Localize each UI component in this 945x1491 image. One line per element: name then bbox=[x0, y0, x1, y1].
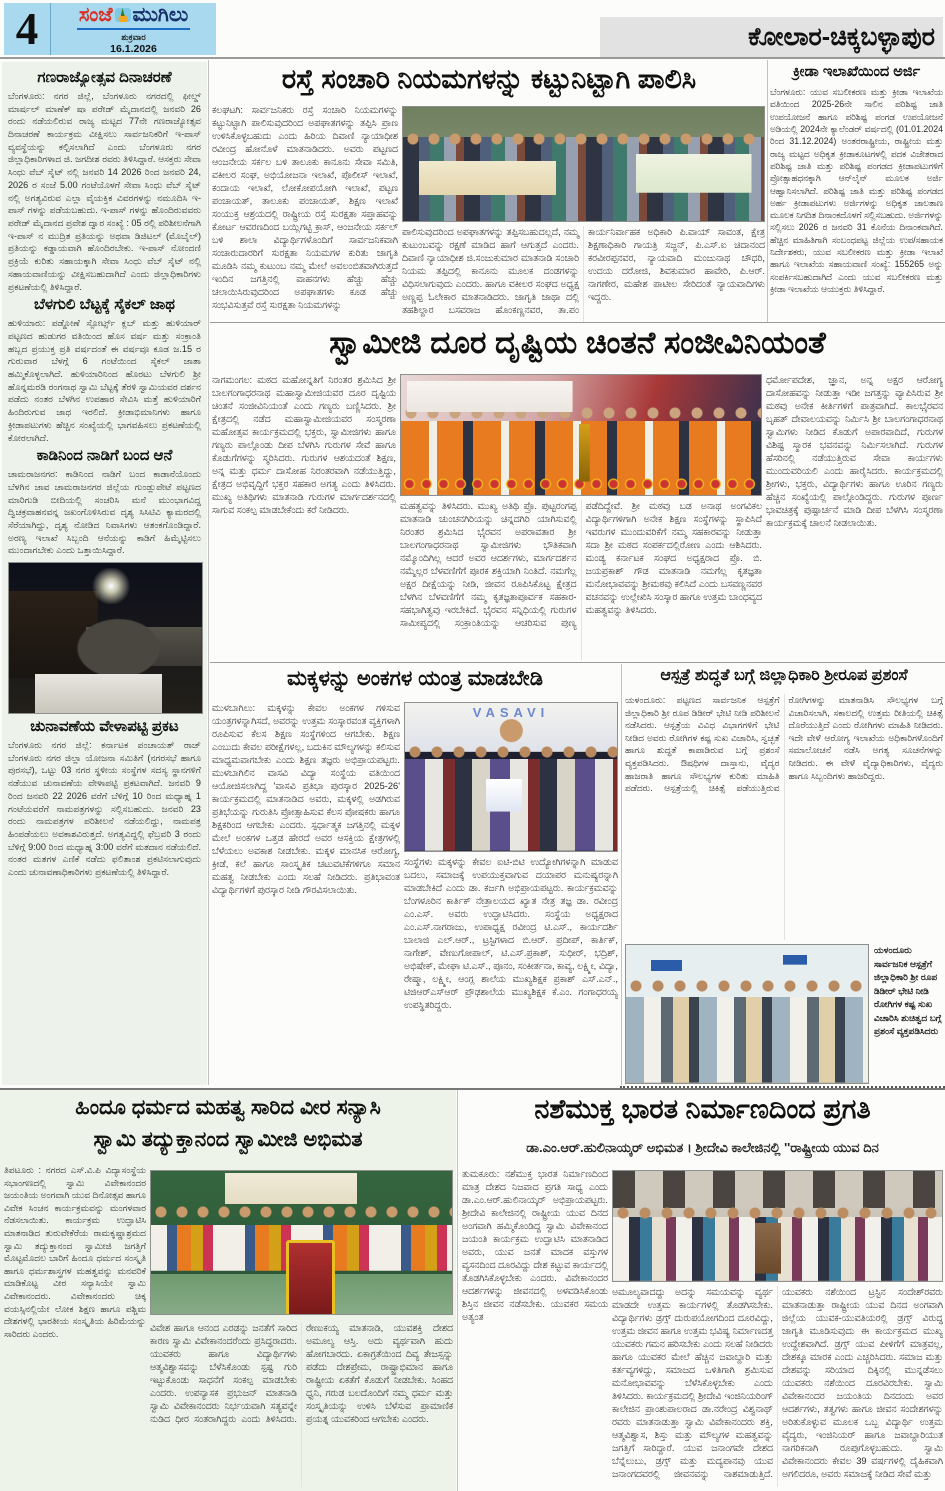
article-body-part: ಪಾಲಿಸುವುದರಿಂದ ಅಪಘಾತಗಳನ್ನು ತಪ್ಪಿಸಬಹುದಲ್ಲದೆ, ನಮ್ಮ ಕುಟುಂಬವನ್ನು ರಕ್ಷಣೆ ಮಾಡಿದ ಹಾಗೆ ಆಗುತ್ತದೆ ಎಂದರು. ದಿವಾಣಿ ನ್ಯಾಯಾಧೀಶ ಜಿ.ಸಂಜುಕುಮಾರ ಮಾತನಾಡಿ ಸಂಚಾರಿ ನಿಯಮ ತಪ್ಪಿದಲ್ಲಿ ಕಾನೂನು ಮೂಲಕ ದಂಡಗಳನ್ನು ವಿಧಿಸಲಾಗುವುದು ಎಂದರು. ಹಾಗೂ ವಕೀಲರ ಸಂಘದ ಅಧ್ಯಕ್ಷ ಅಣ್ಣಪ್ಪ ಓಲೇಕಾರ ಮಾತನಾಡಿದರು. bbox=[402, 227, 579, 303]
night-cctv-elephant-photo bbox=[8, 562, 203, 714]
traffic-awareness-rally-photo bbox=[402, 106, 765, 222]
column-divider bbox=[457, 1090, 458, 1491]
section-rule bbox=[210, 322, 945, 323]
article-body: ಕಲಘಟಗಿ: ಸಾರ್ವಜನಿಕರು ರಸ್ತೆ ಸಂಚಾರಿ ನಿಯಮಗಳನ್ನು ಕಟ್ಟುನಿಟ್ಟಾಗಿ ಪಾಲಿಸುವುದರಿಂದ ಅಪಘಾತಗಳನ್ನು ತಪ್ಪಿಸಿ ಪ್ರಾಣ ಉಳಿಸಿಕೊಳ್ಳಬಹುದು ಎಂದು ಹಿರಿಯ ದಿವಾಣಿ ನ್ಯಾಯಾಧೀಶ ರವೀಂದ್ರ ಹೋನೊಳೆ ಮಾತನಾಡಿದರು. ಅವರು ಪಟ್ಟಣದ ಆಂಜನೇಯ ಸರ್ಕಲ ಬಳಿ ತಾಲೂಕು ಕಾನೂನು ಸೇವಾ ಸಮಿತಿ, ವಕೀಲರ ಸಂಘ, ಅಭಿಯೋಜನಾ ಇಲಾಖೆ, ಪೊಲೀಸ್ ಇಲಾಖೆ, ಕಂದಾಯ ಇಲಾಖೆ, ಲೋಕೋಪಯೋಗಿ ಇಲಾಖೆ, ಪಟ್ಟಣ ಪಂಚಾಯತ್, ತಾಲೂಕು ಪಂಚಾಯತ್, ಶಿಕ್ಷಣ ಇಲಾಖೆ ಸಂಯುಕ್ತ ಆಶ್ರಯದಲ್ಲಿ ರಾಷ್ಟ್ರೀಯ ರಸ್ತೆ ಸುರಕ್ಷತಾ ಸಪ್ತಾಹವನ್ನು ಕೋರ್ಟ ಆವರಣದಿಂದ ಬಯ್ಲಿಗಟ್ಟಿ ಕ್ರಾಸ್, ಆಂಜನೇಯ ಸರ್ಕಲ್ ಬಳಿ ಶಾಲಾ ವಿದ್ಯಾರ್ಥಿಗಳೊಂದಿಗೆ ಸಾರ್ವಜನಿಕವಾಗಿ ಸಂಚಾರುದಾರರಿಗೆ ಸುರಕ್ಷತಾ ನಿಯಮಗಳ ಕುರಿತು ಜಾಗೃತಿ ಮೂಡಿಸಿ ನಮ್ಮ ಕುಟುಂಬ ನಮ್ಮ ಮೇಲೆ ಅವಲಂಬಿತವಾಗಿರುತ್ತದೆ ಇಂದಿನ ಜಗತ್ತಿನಲ್ಲಿ ವಾಹನಗಳು ಹೆಚ್ಚು ಹೆಚ್ಚು ಚಲಾಯಿಸಿರುವುದರಿಂದ ಅಪಘಾತಗಳು ಕೂಡ ಹೆಚ್ಚು ಸಂಭವಿಸುತ್ತವೆ ರಸ್ತೆ ಸುರಕ್ಷತಾ ನಿಯಮಗಳನ್ನು bbox=[212, 105, 398, 311]
article-body: ಬೆಂಗಳೂರು: ನಗರ ಜಿಲ್ಲೆ, ಬೆಂಗಳೂರು ನಗರದಲ್ಲಿ ಫೀಲ್ಡ್ ಮಾರ್ಷಲ್ ಮಾಣೆಕ್ ಷಾ ಪರೇಡ್ ಮೈದಾನದಲ್ಲಿ ಜನವರಿ 26 ರಂದು ನಡೆಯಲಿರುವ ರಾಜ್ಯ ಮಟ್ಟದ 77ನೇ ಗಣರಾಜ್ಯೋತ್ಸವ ದಿನಾಚರಣೆ ಕಾರ್ಯಕ್ರಮ ವೀಕ್ಷಿಸಲು ಸಾರ್ವಜನಿಕರಿಗೆ ಇ-ಪಾಸ್ ವ್ಯವಸ್ಥೆಯನ್ನು ಕಲ್ಪಿಸಲಾಗಿದೆ ಎಂದು ಬೆಂಗಳೂರು ನಗರ ಜಿಲ್ಲಾಧಿಕಾರಿಗಳಾದ ಜಿ. ಜಗದೀಶ ರವರು ತಿಳಿಸಿದ್ದಾರೆ. ಆಸಕ್ತರು ಸೇವಾ ಸಿಂಧು ವೆಬ್ ಸೈಟ್ ನಲ್ಲಿ ಜನವರಿ 14 2026 ರಿಂದ ಜನವರಿ 24, 2026 ರ ಸಂಜೆ 5.00 ಗಂಟೆಯೊಳಗೆ ಸೇವಾ ಸಿಂಧು ವೆಬ್ ಸೈಟ್ ನಲ್ಲಿ ಅಗತ್ಯವಿರುವ ಎಲ್ಲಾ ವೈಯಕ್ತಿಕ ವಿವರಗಳನ್ನು ನಮೂದಿಸಿ ಇ-ಪಾಸ್ ಗಳನ್ನು ಪಡೆಯಬಹುದು. ಇ-ಪಾಸ್ ಗಳನ್ನು ಹೊಂದಿರುವವರು ಪರೇಡ್ ಮೈದಾನದ ಪ್ರವೇಶ ದ್ವಾರ ಸಂಖ್ಯೆ : 05 ರಲ್ಲಿ ಪರಿಶೀಲನೆಗಾಗಿ ಇ-ಪಾಸ್ ನ ಮುದ್ರಿತ ಪ್ರತಿಯನ್ನು ಅಥವಾ ಡಿಜಿಟಲ್ (ಮೊಬೈಲ್) ಪ್ರತಿಯನ್ನು ಕಡ್ಡಾಯವಾಗಿ ಹೊಂದಿರಬೇಕು. ಇ-ಪಾಸ್ ನೋಂದಣಿ ಪ್ರಕ್ರಿಯೆ ಕುರಿತು ಸಹಾಯಕ್ಕಾಗಿ ಸೇವಾ ಸಿಂಧು ವೆಬ್ ಸೈಟ್ ನಲ್ಲಿ ಸಹಾಯವಾಣಿಯನ್ನು ವೀಕ್ಷಿಸಬಹುದಾಗಿದೆ ಎಂದು ಜಿಲ್ಲಾಧಿಕಾರಿಗಳು ಪ್ರಕಟಣೆಯಲ್ಲಿ ತಿಳಿಸಿದ್ದಾರೆ. bbox=[8, 90, 201, 292]
left-column bbox=[2, 62, 207, 1085]
article-body-part: ವಿವೇಶ ಹಾಗೂ ಆನಂದ ಎರಡನ್ನು ಜನತೆಗೆ ಸಾರಿದ ಕಾರಣ ಸ್ವಾಮಿ ವಿವೇಕಾನಂದರೆಂದು ಪ್ರಸಿದ್ಧರಾದರು. ಯುವಕರು ಹಾಗೂ ವಿದ್ಯಾರ್ಥಿಗಳು ಆತ್ಮವಿಶ್ವಾಸವನ್ನು ಬೆಳೆಸಿಕೊಂಡು ಸ್ಪಷ್ಟ ಗುರಿ ಇಟ್ಟುಕೊಂಡು ಸಾಧನೆಗೆ ಸಂಕಲ್ಪ ಮಾಡಬೇಕು ಎಂದರು. ಉಪನ್ಯಾಸಕ ಪ್ರಭುಜನ್ ಮಾತನಾಡಿ ಸ್ವಾಮಿ ವಿವೇಕಾನಂದರು ನಿರ್ಭಯವಾಗಿ ಸತ್ಯವನ್ನೇ ನುಡಿದ ಧೀರ ಸಂತರಾಗಿದ್ದರು ಎಂದು ತಿಳಿಸಿದರು. bbox=[150, 1323, 297, 1425]
article-body bbox=[612, 1286, 943, 1487]
article-body: ಬೆಂಗಳೂರು ನಗರ ಜಿಲ್ಲೆ: ಕರ್ನಾಟಕ ಪಂಚಾಯತ್ ರಾಜ್ ಬೆಂಗಳೂರು ನಗರ ಜಿಲ್ಲಾ ಯೋಜನಾ ಸಮಿತಿಗೆ (ನಗರಸಭೆ ಹಾಗೂ ಪುರಸಭೆ), ಒಟ್ಟು 03 ನಗರ ಸ್ಥಳೀಯ ಸಂಸ್ಥೆಗಳ ಸದಸ್ಯ ಸ್ಥಾನಗಳಿಗೆ ನಡೆಯುವ ಚುನಾವಣೆಯ ವೇಳಾಪಟ್ಟಿ ಪ್ರಕಟವಾಗಿದೆ. ಜನವರಿ 9 ರಿಂದ ಜನವರಿ 22 2026 ವರೆಗೆ ಬೆಳಿಗ್ಗೆ 10 ರಿಂದ ಮಧ್ಯಾಹ್ನ 1 ಗಂಟೆಯವರೆಗೆ ನಾಮಪತ್ರಗಳನ್ನು ಸಲ್ಲಿಸಬಹುದು. ಜನವರಿ 23 ರಂದು ನಾಮಪತ್ರಗಳ ಪರಿಶೀಲನೆ ನಡೆಯಲಿದ್ದು, ನಾಮಪತ್ರ ಹಿಂಪಡೆಯಲು ಅವಕಾಶವಿರುತ್ತದೆ. ಅಗತ್ಯವಿದ್ದಲ್ಲಿ ಫೆಬ್ರವರಿ 3 ರಂದು ಬೆಳಿಗ್ಗೆ 9:00 ರಿಂದ ಮಧ್ಯಾಹ್ನ 3:00 ವರೆಗೆ ಮತದಾನ ನಡೆಯಲಿದೆ. ನಂತರ ಮತಗಳ ಎಣಿಕೆ ನಡೆದು ಫಲಿತಾಂಶ ಪ್ರಕಟಿಸಲಾಗುವುದು ಎಂದು ಚುನಾವಣಾಧಿಕಾರಿಗಳು ಪ್ರಕಟಣೆಯಲ್ಲಿ ತಿಳಿಸಿದ್ದಾರೆ. bbox=[8, 739, 201, 878]
headline-children: ಮಕ್ಕಳನ್ನು ಅಂಕಗಳ ಯಂತ್ರ ಮಾಡಬೇಡಿ bbox=[287, 667, 543, 690]
section-rule bbox=[210, 662, 945, 663]
subheadline-drugfree: ಡಾ.ಎಂ.ಆರ್.ಹುಲಿನಾಯ್ಕರ್ ಅಭಿಮತ । ಶ್ರೀದೇವಿ ಕಾಲೇಜಿನಲ್ಲಿ ''ರಾಷ್ಟ್ರೀಯ ಯುವ ದಿನ bbox=[526, 1140, 879, 1155]
date-label: 16.1.2026 bbox=[110, 42, 157, 55]
headline-swamiji: ಸ್ವಾಮೀಜಿ ದೂರ ದೃಷ್ಟಿಯ ಚಿಂತನೆ ಸಂಜೀವಿನಿಯಂತೆ bbox=[329, 326, 826, 360]
paper-title-part2: ಮುಗಿಲು bbox=[132, 3, 189, 26]
vasavi-award-presentation-photo bbox=[404, 702, 618, 852]
headline-vivekananda-line2: ಸ್ವಾಮಿ ತದ್ಯುಕ್ತಾನಂದ ಸ್ವಾಮೀಜಿ ಅಭಿಮತ bbox=[93, 1128, 363, 1151]
edition-region-label: ಕೋಲಾರ-ಚಿಕ್ಕಬಳ್ಳಾಪುರ bbox=[600, 17, 943, 57]
article-body bbox=[402, 226, 765, 322]
headline-sports: ಕ್ರೀಡಾ ಇಲಾಖೆಯಿಂದ ಅರ್ಜಿ bbox=[792, 64, 921, 80]
headline-hospital: ಆಸ್ಪತ್ರೆ ಶುದ್ಧತೆ ಬಗ್ಗೆ ಜಿಲ್ಲಾಧಿಕಾರಿ ಶ್ರೀರೂಪ ಪ್ರಶಂಸೆ bbox=[660, 667, 908, 684]
header-rule bbox=[0, 57, 945, 59]
masthead bbox=[4, 3, 216, 55]
headline-drugfree: ನಶೆಮುಕ್ತ ಭಾರತ ನಿರ್ಮಾಣದಿಂದ ಪ್ರಗತಿ bbox=[534, 1094, 871, 1124]
masthead-title-block bbox=[51, 3, 216, 55]
headline-cycle-jatha: ಬೆಳಗುಲಿ ಬೆಟ್ಟಕ್ಕೆ ಸೈಕಲ್ ಜಾಥ bbox=[34, 297, 175, 314]
article-body: ನಾಗಮಂಗಲ: ಮಠದ ಮಹೋನ್ನತಿಗೆ ನಿರಂತರ ಶ್ರಮಿಸಿದ ಶ್ರೀ ಬಾಲಗಂಗಾಧರನಾಥ ಮಹಾಸ್ವಾಮೀಜಿಯವರ ದೂರ ದೃಷ್ಟಿಯ ಚಿಂತನೆ ಸಂಜೀವಿನಿಯಂತೆ ಎಂದು ಗಣ್ಯರು ಬಣ್ಣಿಸಿದರು. ಶ್ರೀ ಕ್ಷೇತ್ರದಲ್ಲಿ ನಡೆದ ಮಹಾಸ್ವಾಮೀಜಿಯವರ ಸಂಸ್ಮರಣಾ ಮಹೋತ್ಸವ ಕಾರ್ಯಕ್ರಮದಲ್ಲಿ ಭಕ್ತರು, ಸ್ವಾಮೀಜಿಗಳು ಹಾಗೂ ಗಣ್ಯರು ಪಾಲ್ಗೊಂಡು ದೀಪ ಬೆಳಗಿಸಿ ಗುರುಗಳ ಸೇವೆ ಹಾಗೂ ಕೊಡುಗೆಗಳನ್ನು ಸ್ಮರಿಸಿದರು. ಗುರುಗಳ ಆಶಯದಂತೆ ಶಿಕ್ಷಣ, ಅನ್ನ ಮತ್ತು ಧರ್ಮ ದಾಸೋಹ ನಿರಂತರವಾಗಿ ನಡೆಯುತ್ತಿದ್ದು, ಕ್ಷೇತ್ರದ ಅಭಿವೃದ್ಧಿಗೆ ಭಕ್ತರ ಸಹಕಾರ ಅಗತ್ಯ ಎಂದು ತಿಳಿಸಿದರು. ಮುಖ್ಯ ಅತಿಥಿಗಳು ಮಾತನಾಡಿ ಗುರುಗಳ ಮಾರ್ಗದರ್ಶನದಲ್ಲಿ ಸಾಗುವ ಸಂಕಲ್ಪ ಮಾಡಬೇಕೆಂದು ಕರೆ ನೀಡಿದರು. bbox=[212, 375, 396, 516]
article-body: ಮುಳಬಾಗಿಲು: ಮಕ್ಕಳನ್ನು ಕೇವಲ ಅಂಕಗಳ ಗಳಿಸುವ ಯಂತ್ರಗಳನ್ನಾಗಿಸದೆ, ಅವರನ್ನು ಉತ್ತಮ ಸಂಸ್ಕಾರವಂತ ವ್ಯಕ್ತಿಗಳಾಗಿ ರೂಪಿಸುವ ಕೆಲಸ ಶಿಕ್ಷಣ ಸಂಸ್ಥೆಗಳಿಂದ ಆಗಬೇಕು. ಶಿಕ್ಷಣ ಎಂಬುದು ಕೇವಲ ಪರೀಕ್ಷೆಗಳಲ್ಲ, ಬದುಕಿನ ಮೌಲ್ಯಗಳನ್ನು ಕಲಿಸುವ ಮಾಧ್ಯಮವಾಗಬೇಕು ಎಂದು ಶಿಕ್ಷಣ ತಜ್ಞರು ಅಭಿಪ್ರಾಯಪಟ್ಟರು. ಮುಳಬಾಗಿಲಿನ ವಾಸವಿ ವಿದ್ಯಾ ಸಂಸ್ಥೆಯ ವತಿಯಿಂದ ಆಯೋಜಿಸಲಾಗಿದ್ದ 'ವಾಸವಿ ಪ್ರತಿಭಾ ಪುರಸ್ಕಾರ 2025-26' ಕಾರ್ಯಕ್ರಮದಲ್ಲಿ ಮಾತನಾಡಿದ ಅವರು, ಮಕ್ಕಳಲ್ಲಿ ಅಡಗಿರುವ ಪ್ರತಿಭೆಯನ್ನು ಗುರುತಿಸಿ ಪ್ರೋತ್ಸಾಹಿಸುವ ಕೆಲಸ ಪೋಷಕರು ಹಾಗೂ ಶಿಕ್ಷಕರಿಂದ ಆಗಬೇಕು ಎಂದರು. ಸ್ಪರ್ಧಾತ್ಮಕ ಜಗತ್ತಿನಲ್ಲಿ ಮಕ್ಕಳ ಮೇಲೆ ಅಂಕಗಳ ಒತ್ತಡ ಹೇರದೆ ಅವರ ಆಸಕ್ತಿಯ ಕ್ಷೇತ್ರಗಳಲ್ಲಿ ಬೆಳೆಯಲು ಅವಕಾಶ ನೀಡಬೇಕು. ಮಕ್ಕಳ ಮಾನಸಿಕ ಆರೋಗ್ಯ, ಕ್ರೀಡೆ, ಕಲೆ ಹಾಗೂ ಸಾಂಸ್ಕೃತಿಕ ಚಟುವಟಿಕೆಗಳಿಗೂ ಸಮಾನ ಮಹತ್ವ ನೀಡಬೇಕು ಎಂದು ಸಲಹೆ ನೀಡಿದರು. ಪ್ರತಿಭಾವಂತ ವಿದ್ಯಾರ್ಥಿಗಳಿಗೆ ಪುರಸ್ಕಾರ ನೀಡಿ ಗೌರವಿಸಲಾಯಿತು. bbox=[212, 703, 400, 896]
vivekananda-portrait-stage-photo bbox=[150, 1170, 453, 1315]
article-body: ತಿಪಟೂರು : ನಗರದ ಎಸ್.ವಿ.ಪಿ ವಿದ್ಯಾಸಂಸ್ಥೆಯ ಸಭಾಂಗಣದಲ್ಲಿ ಸ್ವಾಮಿ ವಿವೇಕಾನಂದರ ಜಯಂತಿಯ ಅಂಗವಾಗಿ ಯುವ ದಿನೋತ್ಸವ ಹಾಗೂ ವಿವೇಕ ಸಿಂಚನ ಕಾರ್ಯಕ್ರಮವನ್ನು ಮಂಗಳವಾರ ನೆಡಸಲಾಯಿತು. ಕಾರ್ಯಕ್ರಮ ಉದ್ಘಾಟಿಸಿ ಮಾತನಾಡಿದ ತುರುವೇಕೆರೆಯ ರಾಮಕೃಷ್ಣಾಶ್ರಮದ ಸ್ವಾಮಿ ತದ್ಯುಕ್ತಾನಂದ ಸ್ವಾಮೀಜಿ ಜಗತ್ತಿಗೆ ಮೊಟ್ಟಮೊದಲ ಬಾರಿಗೆ ಹಿಂದೂ ಧರ್ಮದ ಸಂಸ್ಕೃತಿ ಹಾಗೂ ಧರ್ಮಶಾಸ್ತ್ರಗಳ ಮಹತ್ವವನ್ನು ಮನವರಿಕೆ ಮಾಡಿಕೊಟ್ಟ ವೀರ ಸನ್ಯಾಸಿಯೇ ಸ್ವಾಮಿ ವಿವೇಕಾನಂದರು. ವಿವೇಕಾನಂದರು ಚಿಕ್ಕ ವಯಸ್ಸಿನಲ್ಲಿಯೇ ಲೋಕ ಶಿಕ್ಷಣ ಹಾಗೂ ಪಶ್ಚಿಮ ದೇಶಗಳಲ್ಲಿ ಭಾರತೀಯ ಸಂಸ್ಕೃತಿಯ ಹಿರಿಮೆಯನ್ನು ಸಾರಿದರು ಎಂದರು. bbox=[4, 1165, 146, 1339]
column-divider bbox=[208, 60, 209, 1085]
article-body: ಧರ್ಮೋಪದೇಶ, ಜ್ಞಾನ, ಅನ್ನ ಅಕ್ಷರ ಆರೋಗ್ಯ ದಾಸೋಹವನ್ನು ನೀಡುತ್ತಾ ಇಡೀ ಜಗತ್ತನ್ನು ವ್ಯಾಪಿಸಿರುವ ಶ್ರೀ ಮಠವು ಅನೇಕ ಕೀರ್ತಿಗಳಿಗೆ ಪಾತ್ರವಾಗಿದೆ. ಕಾಲಭೈರವನ ಬೃಹತ್ ದೇವಾಲಯವನ್ನು ನಿರ್ಮಿಸಿ ಶ್ರೀ ಬಾಲಗಂಗಾಧರನಾಥ ಸ್ವಾಮಿಗಳು ನೀಡಿದ ಕೊಡುಗೆ ಅಪಾರವಾದಿದೆ, ಗುರುಗಳ ವಿಶಿಷ್ಟ ಸ್ಮಾರಕ ಭವನವನ್ನು ನಿರ್ಮಿಸಲಾಗಿದೆ. ಗುರುಗಳ ಹೆಸರಿನಲ್ಲಿ ನಡೆಯುತ್ತಿರುವ ಸೇವಾ ಕಾರ್ಯಗಳು ಮುಂದುವರಿಯಲಿ ಎಂದು ಹಾರೈಸಿದರು. ಕಾರ್ಯಕ್ರಮದಲ್ಲಿ ಶ್ರೀಗಳು, ಭಕ್ತರು, ವಿದ್ಯಾರ್ಥಿಗಳು ಹಾಗೂ ಊರಿನ ಗಣ್ಯರು ಹೆಚ್ಚಿನ ಸಂಖ್ಯೆಯಲ್ಲಿ ಪಾಲ್ಗೊಂಡಿದ್ದರು. ಗುರುಗಳ ಪೂರ್ಣ ಭಾವಚಿತ್ರಕ್ಕೆ ಪುಷ್ಪಾರ್ಚನೆ ಮಾಡಿ ದೀಪ ಬೆಳಗಿಸಿ ಸಂಸ್ಮರಣಾ ಕಾರ್ಯಕ್ರಮಕ್ಕೆ ಚಾಲನೆ ನೀಡಲಾಯಿತು. bbox=[766, 375, 943, 529]
headline-republic-day: ಗಣರಾಜ್ಯೋತ್ಸವ ದಿನಾಚರಣೆ bbox=[37, 70, 172, 86]
article-body: ತುಮಕೂರು: ನಶೆಮುಕ್ತ ಭಾರತ ನಿರ್ಮಾಣದಿಂದ ಮಾತ್ರ ದೇಶದ ನಿಜವಾದ ಪ್ರಗತಿ ಸಾಧ್ಯ ಎಂದು ಡಾ.ಎಂ.ಆರ್.ಹುಲಿನಾಯ್ಕರ್ ಅಭಿಪ್ರಾಯಪಟ್ಟರು. ಶ್ರೀದೇವಿ ಕಾಲೇಜಿನಲ್ಲಿ ರಾಷ್ಟ್ರೀಯ ಯುವ ದಿನದ ಅಂಗವಾಗಿ ಹಮ್ಮಿಕೊಂಡಿದ್ದ ಸ್ವಾಮಿ ವಿವೇಕಾನಂದ ಜಯಂತಿ ಕಾರ್ಯಕ್ರಮ ಉದ್ಘಾಟಿಸಿ ಮಾತನಾಡಿದ ಅವರು, ಯುವ ಜನತೆ ಮಾದಕ ವಸ್ತುಗಳ ವ್ಯಸನದಿಂದ ದೂರವಿದ್ದು ದೇಶ ಕಟ್ಟುವ ಕಾರ್ಯದಲ್ಲಿ ತೊಡಗಿಸಿಕೊಳ್ಳಬೇಕು ಎಂದರು. ವಿವೇಕಾನಂದರ ಆದರ್ಶಗಳನ್ನು ಜೀವನದಲ್ಲಿ ಅಳವಡಿಸಿಕೊಂಡು ಶಿಸ್ತಿನ ಜೀವನ ನಡೆಸಬೇಕು. ಯುವಕರ ಸಮಯ ಅತ್ಯಂತ bbox=[462, 1169, 608, 1323]
garlanded-portrait bbox=[286, 1240, 334, 1315]
college-youth-day-group-photo bbox=[612, 1170, 943, 1282]
article-body-part: ಜಾಗೃತಿ ಜಾಥಾ ದಲ್ಲಿ ತಹಶಿಲ್ದಾರ ಬಸವರಾಜ ಹೊಂಕಣ್ಣನವರ, ತಾ.ಪಂ ಕಾರ್ಯನಿರ್ವಾಹಕ ಅಧಿಕಾರಿ ಪಿ.ವಾಯ್ ಸಾವಂತ, ಕ್ಷೇತ್ರ ಶಿಕ್ಷಣಾಧಿಕಾರಿ ಗಾಯತ್ರಿ ಸಜ್ಜನ್, ಪಿ.ಎಸ್.ಐ ಚಿದಾನಂದ ಕರವೀರಪ್ಪನವರ, ನ್ಯಾಯವಾದಿ ಮಂಜುನಾಥ ಚೌಧರಿ, ಉದಯ ದರೋಜಿ, ಶಿವಕುಮಾರ ಹಾವೇರಿ, ಪಿ.ಆರ್. ನಾಗಣೇರ, ಮಹೇಶ ಪಾಟೀಲ ಸೇರಿದಂತೆ ನ್ಯಾಯವಾದಿಗಳು ಇದ್ದರು. bbox=[402, 227, 765, 316]
headline-elephant: ಕಾಡಿನಿಂದ ನಾಡಿಗೆ ಬಂದ ಆನೆ bbox=[36, 448, 173, 465]
headline-traffic: ರಸ್ತೆ ಸಂಚಾರಿ ನಿಯಮಗಳನ್ನು ಕಟ್ಟುನಿಟ್ಟಾಗಿ ಪಾಲಿಸಿ bbox=[281, 64, 697, 94]
article-body-part: ಅಮೂಲ್ಯವಾದದ್ದು ಅದನ್ನು ಸಮಯವನ್ನು ವ್ಯರ್ಥ ಮಾಡದೇ ಉತ್ತಮ ಕಾರ್ಯಗಳಲ್ಲಿ ತೊಡಗಿಸಬೇಕು. ವಿದ್ಯಾರ್ಥಿಗಳು ಡ್ರಗ್ಸ್ ದುರುಪಯೋಗದಿಂದ ದೂರವಿದ್ದು, ಉತ್ತಮ ಜೀವನ ಹಾಗೂ ಉತ್ತಮ ಭವಿಷ್ಯ ನಿರ್ಮಾಣದತ್ತ ಯುವಕರು ಗಮನ ಹರಿಸಬೇಕು ಎಂದು ಸಲಹೆ ನೀಡಿದರು ಹಾಗೂ ಯುವಕರ ಮೇಲೆ ಹೆಚ್ಚಿನ ಜವಾಬ್ದಾರಿ ಮತ್ತು ಕರ್ತವ್ಯಗಳಿದ್ದು, ಸಮಾಜದ ಒಳಿತಿಗಾಗಿ ಶ್ರಮಿಸುವ ಮನೋಭಾವವನ್ನು ಬೆಳೆಸಿಕೊಳ್ಳಬೇಕು ಎಂದು ತಿಳಿಸಿದರು. ಕಾರ್ಯಕ್ರಮದಲ್ಲಿ ಶ್ರೀದೇವಿ ಇಂಜಿನಿಯರಿಂಗ್ ಕಾಲೇಜಿನ ಪ್ರಾಂಶುಪಾಲರಾದ ಡಾ.ನರೇಂದ್ರ ವಿಶ್ವನಾಥ್ ರವರು ಮಾತನಾಡುತ್ತಾ ಸ್ವಾಮಿ ವಿವೇಕಾನಂದರು ಶಕ್ತಿ, ಆತ್ಮವಿಶ್ವಾಸ, ಶಿಸ್ತು ಮತ್ತು ಮೌಲ್ಯಗಳ ಮಹತ್ವವನ್ನು ಜಗತ್ತಿಗೆ ಸಾರಿದ್ದಾರೆ. ಯುವ ಜನಾಂಗವೇ ದೇಶದ ಬೆನ್ನೆಲುಬು, ಡ್ರಗ್ಸ್ ಮತ್ತು ಮದ್ಯಪಾನವು ಯುವ ಜನಾಂಗದವರಲ್ಲಿ ಜೀವನವನ್ನು ನಾಶಮಾಡುತ್ತಿದೆ. ಯುವಕರು ನಶೆಯಿಂದ bbox=[612, 1287, 857, 1480]
article-body: ಹುಳಿಯಾರು: ಪಡ್ಡೋಣೆ ಸ್ಪೋರ್ಟ್ಸ್ ಕ್ಲಬ್ ಮತ್ತು ಹುಳಿಯಾರ್ ಪಟ್ಟಣದ ಹುಡುಗರ ವತಿಯಿಂದ ಹೊಸ ವರ್ಷ ಮತ್ತು ಸಂಕ್ರಾಂತಿ ಹಬ್ಬದ ಪ್ರಯುಕ್ತ ಪ್ರತಿ ವರ್ಷದಂತೆ ಈ ವರ್ಷವೂ ಕೂಡ ಜ.15 ರ ಗುರುವಾರ ಬೆಳಗ್ಗೆ 6 ಗಂಟೆಯಿಂದ ಸೈಕಲ್ ಜಾತಾ ಹಮ್ಮಿಕೊಳ್ಳಲಾಗಿದೆ. ಹುಳಿಯಾರಿನಿಂದ ಹೊರಟು ಬೆಳಗುಲಿ ಶ್ರೀ ಹೊನ್ನಮರಡಿ ರಂಗನಾಥ ಸ್ವಾಮಿ ಬೆಟ್ಟಕ್ಕೆ ತೆರಳಿ ಸ್ವಾಮಿಯವರ ದರ್ಶನ ಪಡೆದು ನಂತರ ಬೆಳಗಿನ ಉಪಹಾರ ಸೇವಿಸಿ ಮತ್ತೆ ಹುಳಿಯಾರಿಗೆ ಹಿಂದಿರುಗುವ ಜಾಥ ಇರಲಿದೆ. ಕ್ರೀಡಾಭಿಮಾನಿಗಳು ಹಾಗೂ ಕ್ರೀಡಾಪಟುಗಳು ಹೆಚ್ಚಿನ ಸಂಖ್ಯೆಯಲ್ಲಿ ಭಾಗವಹಿಸಲು ಪ್ರಕಟಣೆಯಲ್ಲಿ ಕೋರಲಾಗಿದೆ. bbox=[8, 318, 201, 443]
banner-text: VASAVI bbox=[472, 705, 550, 720]
dc-hospital-visit-photo bbox=[625, 944, 869, 1084]
article-body: ಮಹತ್ವವನ್ನು ತಿಳಿಸಿದರು. ಮುಖ್ಯ ಅತಿಥಿ ಪ್ರೊ. ಪುಟ್ಟರಂಗಪ್ಪ ಮಾತನಾಡಿ ಚುಂಚನಗಿರಿಯನ್ನು ಚಿನ್ನದಗಿರಿ ಯಾಗಿಸುವಲ್ಲಿ ನಿರಂತರ ಶ್ರಮಿಸಿದ ಭೈರವನ ಅಪರಾವತಾರ ಶ್ರೀ ಬಾಲಗಂಗಾಧರನಾಥ ಸ್ವಾಮೀಜಿಗಳು ಭೌತಿಕವಾಗಿ ನಮ್ಮೊಂದಿಗಿಲ್ಲ ಆದರೆ ಅವರ ಆದರ್ಶಗಳು, ಮಾರ್ಗದರ್ಶನ ನಮ್ಮೆಲ್ಲರ ಬೆಳವಣಿಗೆಗೆ ಪೂರಕ ಶಕ್ತಿಯಾಗಿ ನಿಂತಿದೆ. ನಮಗೆಲ್ಲ ಅಕ್ಷರ ದೀಕ್ಷೆಯನ್ನು ನೀಡಿ, ಜೀವನ ರೂಪಿಸಿಕೊಟ್ಟ ಕ್ಷೇತ್ರದ ಬೆಳಗಿನ ಬೆಳವಣಿಗೆಗೆ ನಮ್ಮ ಕೃತಜ್ಞತಾಪೂರ್ವಕ ಸಹಕಾರ-ಸಹಭಾಗಿತ್ವವು ಇರಬೇಕಿದೆ. ಭೈರವನ ಸನ್ನಿಧಿಯಲ್ಲಿ ಗುರುಗಳ ಸಾಮೀಪ್ಯದಲ್ಲಿ ಸಂಕ್ರಾಂತಿಯನ್ನು ಆಚರಿಸುವ ಪುಣ್ಯ ಪಡೆದಿದ್ದೇವೆ. ಶ್ರೀ ಮಠವು ಬಡ ಅನಾಥ ಅಂಗವಿಕಲ ವಿದ್ಯಾರ್ಥಿಗಳಿಗಾಗಿ ಅನೇಕ ಶಿಕ್ಷಣ ಸಂಸ್ಥೆಗಳನ್ನು ಸ್ಥಾಪಿಸಿದೆ ಇವರುಗಳ ಮುಂದುವರಿಕೆಗೆ ನಮ್ಮ ಸಹಕಾರವನ್ನು ನೀಡುತ್ತಾ ಸದಾ ಶ್ರೀ ಮಠದ ಸಂಪರ್ಕದಲ್ಲಿರೋಣ ಎಂದು ಆಶಿಸಿದರು. ಮಂಡ್ಯ ಕರ್ನಾಟಕ ಸಂಘದ ಅಧ್ಯಕ್ಷರಾದ ಪ್ರೊ. ಬಿ. ಜಯಪ್ರಕಾಶ್ ಗೌಡ ಮಾತನಾಡಿ ನಮಗೆಲ್ಲ ಕೃತಜ್ಞತಾ ಮನೋಭಾವವನ್ನು ಶ್ರೀಮಠವು ಕಲಿಸಿದೆ ಎಂದು ಬಸವಣ್ಣನವರ ವಚನವನ್ನು ಉಲ್ಲೇಖಿಸಿ ಸಂಸ್ಕಾರ ಹಾಗೂ ಉತ್ತಮ ಬಾಂಧವ್ಯದ ಮಹತ್ವವನ್ನು ತಿಳಿಸಿದರು. bbox=[400, 501, 762, 629]
article-body: ಬೆಂಗಳೂರು: ಯುವ ಸಬಲೀಕರಣ ಮತ್ತು ಕ್ರೀಡಾ ಇಲಾಖೆಯ ವತಿಯಿಂದ 2025-26ನೇ ಸಾಲಿನ ಪರಿಶಿಷ್ಟ ಜಾತಿ ಉಪಯೋಜನೆ ಹಾಗೂ ಪರಿಶಿಷ್ಟ ಪಂಗಡ ಉಪಯೋಜನೆ ಅಡಿಯಲ್ಲಿ 2024ನೇ ಕ್ಯಾಲೆಂಡರ್ ವರ್ಷದಲ್ಲಿ (01.01.2024 ರಿಂದ 31.12.2024) ಅಂತರರಾಷ್ಟ್ರೀಯ, ರಾಷ್ಟ್ರೀಯ ಮತ್ತು ರಾಜ್ಯ ಮಟ್ಟದ ಅಧಿಕೃತ ಕ್ರೀಡಾಕೂಟಗಳಲ್ಲಿ ಪದಕ ವಿಜೇತರಾದ ಪರಿಶಿಷ್ಟ ಜಾತಿ ಮತ್ತು ಪರಿಶಿಷ್ಟ ಪಂಗಡದ ಕ್ರೀಡಾಪಟುಗಳಿಗೆ ಪ್ರೋತ್ಸಾಹಧನಕ್ಕಾಗಿ ಆನ್‌ಲೈನ್ ಮೂಲಕ ಅರ್ಜಿ ಆಹ್ವಾನಿಸಲಾಗಿದೆ. ಪರಿಶಿಷ್ಟ ಜಾತಿ ಮತ್ತು ಪರಿಶಿಷ್ಟ ಪಂಗಡದ ಅರ್ಹ ಕ್ರೀಡಾಪಟುಗಳು ಅರ್ಜಿಗಳನ್ನು ಅಧಿಕೃತ ಜಾಲತಾಣ ಮೂಲಕ ನಿಗದಿತ ದಿನಾಂಕದೊಳಗೆ ಸಲ್ಲಿಸಬಹುದು. ಅರ್ಜಿಗಳನ್ನು ಸಲ್ಲಿಸಲು 2026 ರ ಜನವರಿ 31 ಕೊನೆಯ ದಿನಾಂಕವಾಗಿದೆ. ಹೆಚ್ಚಿನ ಮಾಹಿತಿಗಾಗಿ ಸಂಬಂಧಪಟ್ಟ ಜಿಲ್ಲೆಯ ಉಪ/ಸಹಾಯಕ ನಿರ್ದೇಶಕರು, ಯುವ ಸಬಲೀಕರಣ ಮತ್ತು ಕ್ರೀಡಾ ಇಲಾಖೆ ಹಾಗೂ ಇಲಾಖೆಯ ಸಹಾಯವಾಣಿ ಸಂಖ್ಯೆ: 155265 ಅನ್ನು ಸಂಪರ್ಕಿಸಬಹುದಾಗಿದೆ ಎಂದು ಯುವ ಸಬಲೀಕರಣ ಮತ್ತು ಕ್ರೀಡಾ ಇಲಾಖೆಯ ಆಯುಕ್ತರು ತಿಳಿಸಿದ್ದಾರೆ. bbox=[770, 87, 943, 294]
column-divider bbox=[767, 60, 768, 322]
palm-sunset-logo-icon bbox=[115, 8, 131, 22]
article-body-part: ಟ್ರಸ್ಟಿನ ಸಂದೇಶ್‌ರವರು ಮಾತನಾಡುತ್ತಾ ರಾಷ್ಟ್ರೀಯ ಯುವ ದಿನದ ಅಂಗವಾಗಿ ಜಿಲ್ಲೆಯ ಯುವಕ-ಯುವತಿಯರಲ್ಲಿ ಡ್ರಗ್ಸ್ ವಿರುದ್ಧ ಜಾಗೃತಿ ಮೂಡಿಸುವುದು ಈ ಕಾರ್ಯಕ್ರಮದ ಮುಖ್ಯ ಉದ್ದೇಶವಾಗಿದೆ. ಡ್ರಗ್ಸ್ ಯುವ ಪೀಳಿಗೆಗೆ ಮಾತ್ರವಲ್ಲ, ದೇಶಕ್ಕೂ ಮಾರಕ ಎಂದು ಎಚ್ಚರಿಸಿದರು. ಸಮಾಜ ಮತ್ತು ದೇಶವನ್ನು ಸರಿಯಾದ ದಿಕ್ಕಿನಲ್ಲಿ ಮುನ್ನಡೆಸಲು ಯುವಕರು ನಶೆಯಿಂದ ದೂರವಿರಬೇಕು. ಸ್ವಾಮಿ ವಿವೇಕಾನಂದರ ಜಯಂತಿಯ ದಿನದಂದು ಅವರ ಆದರ್ಶಗಳು, ತತ್ವಗಳು ಹಾಗೂ ಜೀವನ ಸಂದೇಶಗಳನ್ನು ಅರಿತುಕೊಳ್ಳುವ ಮೂಲಕ ಒಬ್ಬ ವಿದ್ಯಾರ್ಥಿ ಉತ್ತಮ ವೈದ್ಯರು, ಇಂಜಿನಿಯರ್ ಹಾಗೂ ಜವಾಬ್ದಾರಿಯುತ ನಾಗರಿಕನಾಗಿ ರೂಪುಗೊಳ್ಳಬಹುದು. ಸ್ವಾಮಿ ವಿವೇಕಾನಂದರು ಕೇವಲ 39 ವರ್ಷಗಳಲ್ಲಿ ದೈಹಿಕವಾಗಿ ಅಗಲಿದರೂ, ಅವರು ಸಮಾಜಕ್ಕೆ ನೀಡಿದ ಸೇವೆ ಮತ್ತು bbox=[782, 1287, 943, 1480]
article-body: ಚಾಮರಾಜನಗರ: ಕಾಡಿನಿಂದ ನಾಡಿಗೆ ಬಂದ ಕಾಡಾನೆಯೊಂದು ಬೆಳಗಿನ ಜಾವ ಚಾಮರಾಜನಗರ ಜಿಲ್ಲೆಯ ಗುಂಡ್ಲುಪೇಟೆ ಪಟ್ಟಣದ ಮಾರಿಗುಡಿ ಬೀದಿಯಲ್ಲಿ ಸಂಚರಿಸಿ ಮನೆ ಮುಂಭಾಗವಿದ್ದ ದ್ವಿಚಕ್ರವಾಹನವನ್ನ ಜಖಂಗೊಳಿಸಿರುವ ದೃಶ್ಯ ಸಿಸಿಟಿವಿ ಕ್ಯಾಮರದಲ್ಲಿ ಸೆರೆಯಾಗಿದ್ದು, ದೃಶ್ಯ ನೋಡಿದ ನಿವಾಸಿಗಳು ಆತಂಕಗೊಂಡಿದ್ದಾರೆ. ಅರಣ್ಯ ಇಲಾಖೆ ಸಿಬ್ಬಂದಿ ಆನೆಯನ್ನು ಕಾಡಿಗೆ ಹಿಮ್ಮೆಟ್ಟಿಸಲು ಮುಂದಾಗಬೇಕು ಎಂದು ಒತ್ತಾಯಿಸಿದ್ದಾರೆ. bbox=[8, 469, 201, 556]
article-body: ಸಂಸ್ಥೆಗಳು ಮಕ್ಕಳನ್ನು ಕೇವಲ ಐಟಿ-ಬಿಟಿ ಉದ್ಯೋಗಿಗಳನ್ನಾಗಿ ಮಾಡುವ ಬದಲು, ಸಮಾಜಕ್ಕೆ ಉಪಯುಕ್ತವಾಗುವ ದಯಾಪರ ಮನುಷ್ಯರನ್ನಾಗಿ ಮಾಡಬೇಕಿದೆ ಎಂದು ಡಾ. ಕರ್ಜಗಿ ಅಭಿಪ್ರಾಯಪಟ್ಟರು. ಕಾರ್ಯಕ್ರಮವನ್ನು ಬೆಂಗಳೂರಿನ ಕಾರ್ತಿಕ್ ನೇತ್ರಾಲಯದ ಖ್ಯಾತ ನೇತ್ರ ತಜ್ಞ ಡಾ. ರವೀಂದ್ರ ಎಂ.ಎಸ್. ಅವರು ಉದ್ಘಾಟಿಸಿದರು. ಸಂಸ್ಥೆಯ ಅಧ್ಯಕ್ಷರಾದ ಎಂ.ಎಸ್.ನಾಗರಾಜು, ಉಪಾಧ್ಯಕ್ಷ ರವೀಂದ್ರ ಟಿ.ಎಸ್., ಕಾರ್ಯದರ್ಶಿ ಬಾಲಾಜಿ ಎಲ್.ಆರ್., ಟ್ರಸ್ಟಿಗಳಾದ ಬಿ.ಆರ್. ಪ್ರದೀಪ್, ಕಾರ್ತಿಕ್, ನಾಗೇಶ್, ವೇಣುಗೋಪಾಲ್, ಟಿ.ಎಸ್.ಪ್ರಕಾಶ್, ಸುಧೀರ್, ಭದ್ರಿಶ್, ಅಭಿಷೇಕ್, ಮೇಘಾ ಟಿ.ಎಸ್., ಪೂನಂ, ಸಂಕೀರ್ತನಾ, ಕಾವ್ಯ, ಲಕ್ಷ್ಮೀ, ವಿದ್ಯಾ, ರೇಷ್ಮಾ, ಲಕ್ಷ್ಮೀ, ಆಂಗ್ಲ ಶಾಲೆಯ ಮುಖ್ಯಶಿಕ್ಷಕ ಪ್ರಕಾಶ್ ಎಸ್.ಎನ್., ಟಿಜಿಆರ್‌ಎಸ್‌ಆರ್ ಪ್ರೌಢಶಾಲೆಯ ಮುಖ್ಯಶಿಕ್ಷಕ ಕೆ.ಎಂ. ಗಂಗಾಧರಯ್ಯ ಉಪಸ್ಥಿತರಿದ್ದರು. bbox=[404, 857, 618, 1011]
column-divider bbox=[621, 664, 622, 1085]
article-body-part: ರೇಣುಕಯ್ಯ ಮಾತನಾಡಿ, ಯುವಶಕ್ತಿ ದೇಶದ ಅಮೂಲ್ಯ ಆಸ್ತಿ. ಅದು ವ್ಯರ್ಥವಾಗಿ ಹುದು ಹೋಗಬಾರದು. ಏಕಾಗ್ರತೆಯಿಂದ ದಿವ್ಯ ತೇಜಸ್ಸನ್ನು ಪಡೆದು ದೇಶಪ್ರೇಮ, ರಾಷ್ಟ್ರಾಭಿಮಾನ ಹಾಗೂ ರಾಷ್ಟ್ರೀಯ ಏಕತೆಗೆ ಕೊಡುಗೆ ನೀಡಬೇಕು. ಸಿಂಹದ ಧ್ವನಿ, ಗರುಡ ಬಲದೊಂದಿಗೆ ನಮ್ಮ ಧರ್ಮ ಮತ್ತು ಸಂಸ್ಕೃತಿಯನ್ನು ಉಳಿಸಿ ಬೆಳೆಸುವ ಪ್ರಾಮಾಣಿಕ ಪ್ರಯತ್ನ ಯುವಕರಿಂದ ಆಗಬೇಕು ಎಂದರು. bbox=[306, 1323, 453, 1425]
lamp-lighting-ceremony-photo bbox=[400, 374, 762, 496]
article-body bbox=[150, 1322, 453, 1487]
headline-election: ಚುನಾವಣೆಯ ವೇಳಾಪಟ್ಟಿ ಪ್ರಕಟ bbox=[30, 719, 179, 736]
headline-vivekananda-line1: ಹಿಂದೂ ಧರ್ಮದ ಮಹತ್ವ ಸಾರಿದ ವೀರ ಸನ್ಯಾಸಿ bbox=[75, 1096, 381, 1119]
page-number: 4 bbox=[4, 3, 51, 55]
weekday-label: ಶುಕ್ರವಾರ bbox=[121, 31, 146, 42]
article-body: ಯಳಂದೂರು: ಪಟ್ಟಣದ ಸಾರ್ವಜನಿಕ ಆಸ್ಪತ್ರೆಗೆ ಜಿಲ್ಲಾಧಿಕಾರಿ ಶ್ರೀ ರೂಪ ಡಿಡೀರ್ ಭೇಟಿ ನೀಡಿ ಪರಿಶೀಲನೆ ನಡೆಸಿದರು. ಆಸ್ಪತ್ರೆಯ ವಿವಿಧ ವಿಭಾಗಗಳಿಗೆ ಭೇಟಿ ನೀಡಿದ ಅವರು ರೋಗಿಗಳ ಕಷ್ಟ ಸುಖ ವಿಚಾರಿಸಿ, ಸ್ವಚ್ಛತೆ ಹಾಗೂ ಶುದ್ಧತೆ ಕಾಪಾಡಿರುವ ಬಗ್ಗೆ ಪ್ರಶಂಸೆ ವ್ಯಕ್ತಪಡಿಸಿದರು. ಔಷಧಿಗಳ ದಾಸ್ತಾನು, ವೈದ್ಯರ ಹಾಜರಾತಿ ಹಾಗೂ ಸೌಲಭ್ಯಗಳ ಕುರಿತು ಮಾಹಿತಿ ಪಡೆದರು. ಆಸ್ಪತ್ರೆಯಲ್ಲಿ ಚಿಕಿತ್ಸೆ ಪಡೆಯುತ್ತಿರುವ ರೋಗಿಗಳನ್ನು ಮಾತನಾಡಿಸಿ ಸೌಲಭ್ಯಗಳ ಬಗ್ಗೆ ವಿಚಾರಿಸಲಾಗಿ, ಸಕಾಲದಲ್ಲಿ ಉತ್ತಮ ರೀತಿಯಲ್ಲಿ ಚಿಕಿತ್ಸೆ ದೊರೆಯುತ್ತಿದೆ ಎಂದು ರೋಗಿಗಳು ಮಾಹಿತಿ ನೀಡಿದರು. ಇದೇ ವೇಳೆ ಆರೋಗ್ಯ ಇಲಾಖೆಯ ಅಧಿಕಾರಿಗಳೊಂದಿಗೆ ಸಮಾಲೋಚನೆ ನಡೆಸಿ ಅಗತ್ಯ ಸೂಚನೆಗಳನ್ನು ನೀಡಿದರು. ಈ ವೇಳೆ ವೈದ್ಯಾಧಿಕಾರಿಗಳು, ವೈದ್ಯರು ಹಾಗೂ ಸಿಬ್ಬಂದಿಗಳು ಹಾಜರಿದ್ದರು. bbox=[625, 695, 943, 794]
paper-title-part1: ಸಂಜೆ bbox=[78, 3, 113, 26]
photo-caption: ಯಳಂದೂರು ಸಾರ್ವಜನಿಕ ಆಸ್ಪತ್ರೆಗೆ ಜಿಲ್ಲಾಧಿಕಾರಿ ಶ್ರೀ ರೂಪ ಡಿಡೀರ್ ಭೇಟಿ ನೀಡಿ ರೋಗಿಗಳ ಕಷ್ಟ ಸುಖ ವಿಚಾರಿಸಿ ಶುಚಿತ್ವದ ಬಗ್ಗೆ ಪ್ರಶಂಸೆ ವ್ಯಕ್ತಪಡಿಸಿದರು bbox=[874, 945, 942, 1036]
